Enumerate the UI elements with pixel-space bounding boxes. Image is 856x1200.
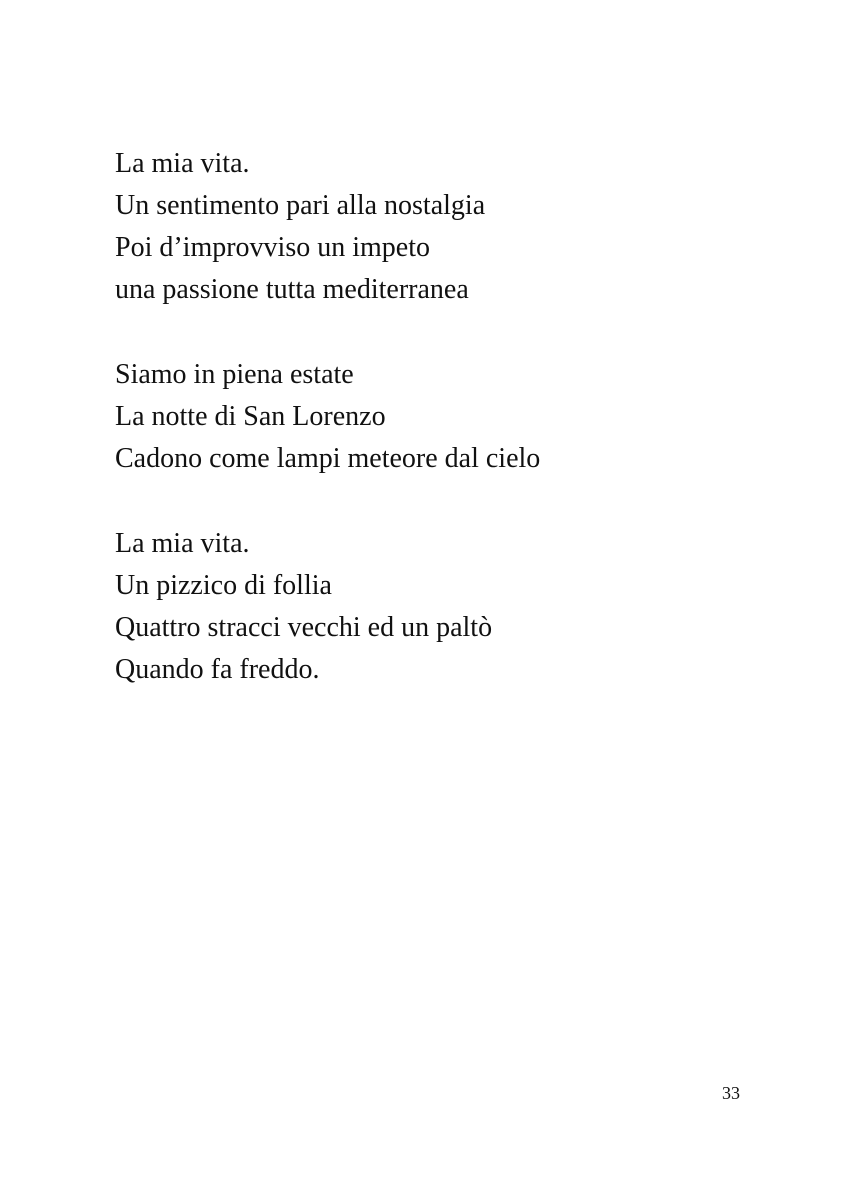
- poem-line: Cadono come lampi meteore dal cielo: [115, 443, 541, 474]
- page-number: 33: [722, 1083, 740, 1103]
- stanza-3: [115, 523, 815, 691]
- poem-line: Quando fa freddo.: [115, 654, 320, 685]
- poem-line: una passione tutta mediterranea: [115, 274, 469, 305]
- poem-body: [115, 143, 815, 734]
- poem-line: Un sentimento pari alla nostalgia: [115, 190, 486, 221]
- poem-line: Un pizzico di follia: [115, 570, 332, 601]
- poem-line: La notte di San Lorenzo: [115, 401, 386, 432]
- poem-line: Siamo in piena estate: [115, 359, 354, 390]
- stanza-2: [115, 354, 815, 480]
- poem-line: Poi d’improvviso un impeto: [115, 232, 430, 263]
- poem-line: Quattro stracci vecchi ed un paltò: [115, 612, 493, 643]
- poem-line: La mia vita.: [115, 528, 250, 559]
- stanza-1: [115, 143, 815, 311]
- poem-line: La mia vita.: [115, 148, 250, 179]
